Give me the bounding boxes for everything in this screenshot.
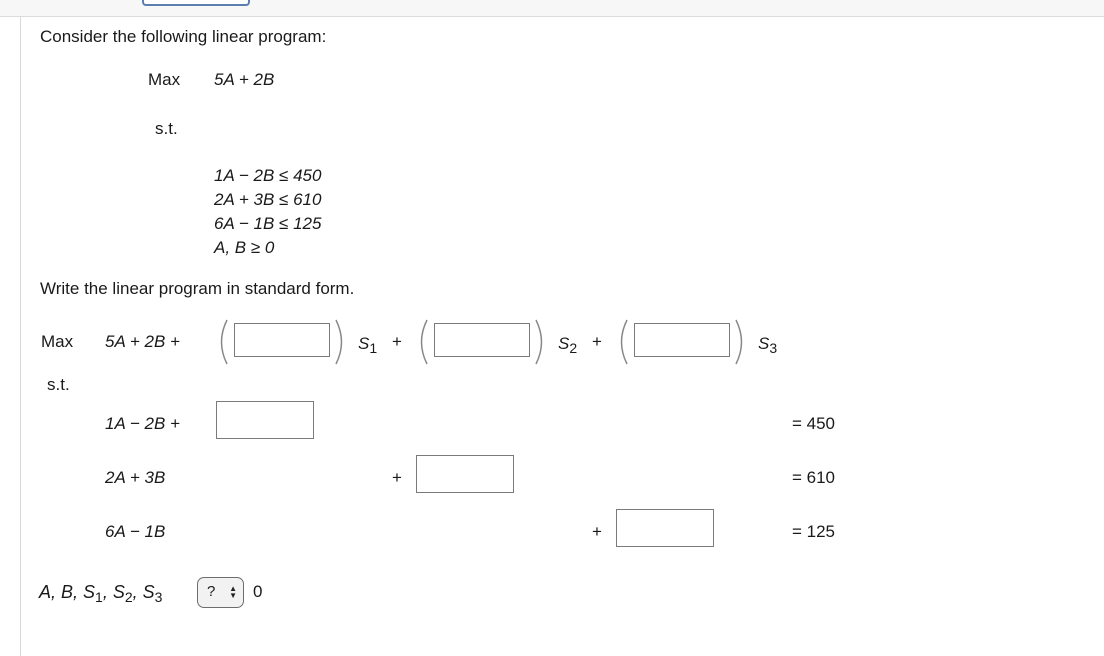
row2-plus: + [392,468,402,487]
original-max-label: Max [148,70,181,89]
s2-coefficient-input[interactable] [434,323,530,357]
intro-text: Consider the following linear program: [40,27,327,46]
s3-coefficient-input[interactable] [634,323,730,357]
original-constraint-3: 6A − 1B ≤ 125 [214,214,322,233]
original-constraint-2: 2A + 3B ≤ 610 [214,190,322,209]
row2-rhs: = 610 [792,468,836,487]
right-paren-icon [733,318,749,366]
original-constraint-1: 1A − 2B ≤ 450 [214,166,322,185]
s1-var: $S_1$ [358,334,378,356]
plus-sign: + [392,332,402,351]
instruction-text: Write the linear program in standard form. [40,279,355,298]
row3-lhs: 6A − 1B [105,522,166,541]
row1-rhs: = 450 [792,414,836,433]
standard-max-label: Max [41,332,74,351]
left-margin-rule [20,16,21,656]
left-paren-icon [214,318,230,366]
s2-var: $S_2$ [558,334,578,356]
original-nonnegativity: A, B ≥ 0 [214,238,275,257]
original-objective: 5A + 2B [214,70,275,89]
left-paren-icon [614,318,630,366]
row1-s1-input[interactable] [216,401,314,439]
standard-objective-prefix: 5A + 2B + [105,332,180,351]
left-paren-icon [414,318,430,366]
select-arrows-icon: ▲ ▼ [229,584,237,600]
row2-s2-input[interactable] [416,455,514,493]
inequality-select[interactable] [197,577,244,608]
row2-lhs: 2A + 3B [105,468,166,487]
s3-var: $S_3$ [758,334,778,356]
row1-lhs: 1A − 2B + [105,414,180,433]
nonneg-vars: A, B, $S_1$, $S_2$, $S_3$ [39,582,163,605]
nonneg-rhs: 0 [253,582,263,601]
row3-plus: + [592,522,602,541]
standard-st-label: s.t. [47,375,70,394]
original-st-label: s.t. [155,119,178,138]
toolbar-button[interactable] [142,0,250,6]
row3-rhs: = 125 [792,522,836,541]
right-paren-icon [333,318,349,366]
row3-s3-input[interactable] [616,509,714,547]
top-toolbar [0,0,1104,17]
s1-coefficient-input[interactable] [234,323,330,357]
plus-sign: + [592,332,602,351]
right-paren-icon [533,318,549,366]
select-value: ? [207,583,216,600]
